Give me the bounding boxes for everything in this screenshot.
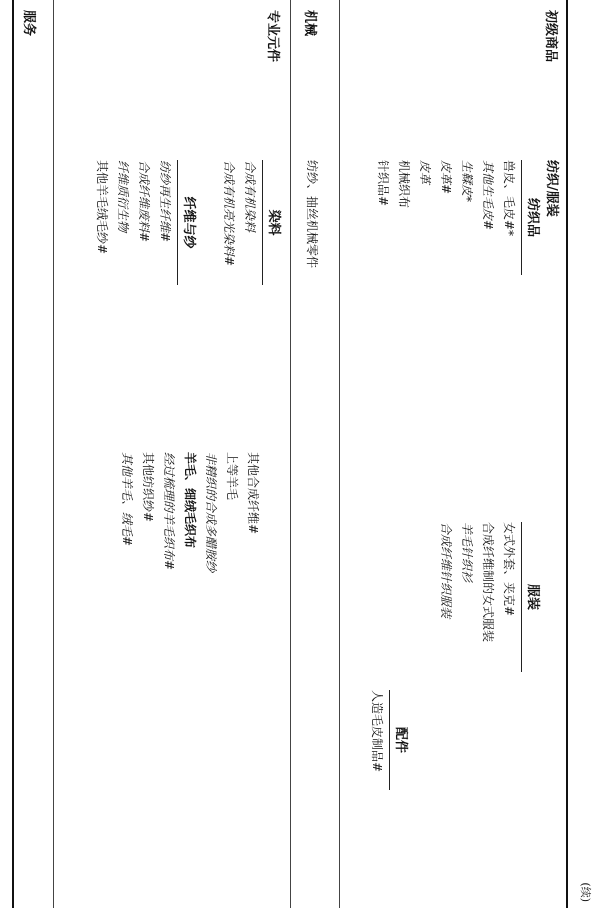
list-item: 其他纺织纱# — [141, 452, 155, 523]
list-item: 生鞣皮* — [460, 160, 474, 203]
list-item: 羊毛、细绒毛织布 — [183, 452, 197, 549]
category-primary: 初级商品 — [543, 10, 558, 63]
textiles-heading: 纺织品 — [521, 160, 543, 275]
clothing-heading: 服装 — [521, 522, 543, 672]
textiles-column — [372, 160, 543, 275]
category-machinery: 机械 — [302, 10, 317, 37]
list-item: 人造毛皮制品# — [370, 690, 384, 773]
list-item: 纤维质衍生物 — [116, 160, 130, 233]
accessories-column — [366, 690, 411, 790]
category-components: 专业元件 — [265, 10, 280, 63]
row-divider-primary — [339, 0, 340, 908]
table-bottom-rule — [12, 0, 14, 908]
dyes-heading: 染料 — [262, 160, 284, 285]
table-top-rule — [566, 0, 568, 908]
list-item: 经过梳理的羊毛织布# — [162, 452, 176, 571]
list-item: 其他生毛皮# — [481, 160, 495, 231]
textile-clothing-title: 纺织/服装 — [544, 160, 559, 217]
list-item: 纺纱再生纤维# — [158, 160, 172, 243]
list-item: 其他羊毛绒毛纱# — [95, 160, 109, 255]
list-item: 皮革# — [439, 160, 453, 195]
fibers-heading: 纤维与纱 — [177, 160, 199, 285]
other-fibers-column — [116, 452, 263, 612]
list-item: 兽皮、毛皮#* — [502, 160, 516, 237]
category-services: 服务 — [21, 10, 36, 37]
list-item: 皮革 — [418, 160, 432, 185]
list-item: 羊毛针织衫 — [460, 522, 474, 583]
accessories-heading: 配件 — [389, 690, 411, 790]
row-divider-components — [53, 0, 54, 908]
machinery-parts: 纺纱、抽丝机械零件 — [305, 160, 319, 269]
textile-clothing-block — [541, 160, 562, 217]
list-item: 合成纤维针织服装 — [439, 522, 453, 619]
list-item: 合成有机染料 — [243, 160, 257, 233]
list-item: 合成纤维制的女式服装 — [481, 522, 495, 643]
dyes-column — [218, 160, 284, 285]
continued-label: (续) — [579, 882, 592, 902]
list-item: 合成有机亮光染料# — [222, 160, 236, 267]
list-item: 非精织的合成多醋胺纱 — [204, 452, 218, 573]
clothing-column — [435, 522, 543, 672]
list-item: 合成纤维废料# — [137, 160, 151, 243]
list-item: 女式外套、夹克# — [502, 522, 516, 617]
list-item: 其他羊毛、绒毛# — [120, 452, 134, 547]
fibers-column — [91, 160, 199, 285]
list-item: 上等羊毛 — [225, 452, 239, 501]
list-item: 针织品# — [376, 160, 390, 207]
list-item: 机械织布 — [397, 160, 411, 209]
list-item: 其他合成纤维# — [246, 452, 260, 535]
row-divider-machinery — [290, 0, 291, 908]
